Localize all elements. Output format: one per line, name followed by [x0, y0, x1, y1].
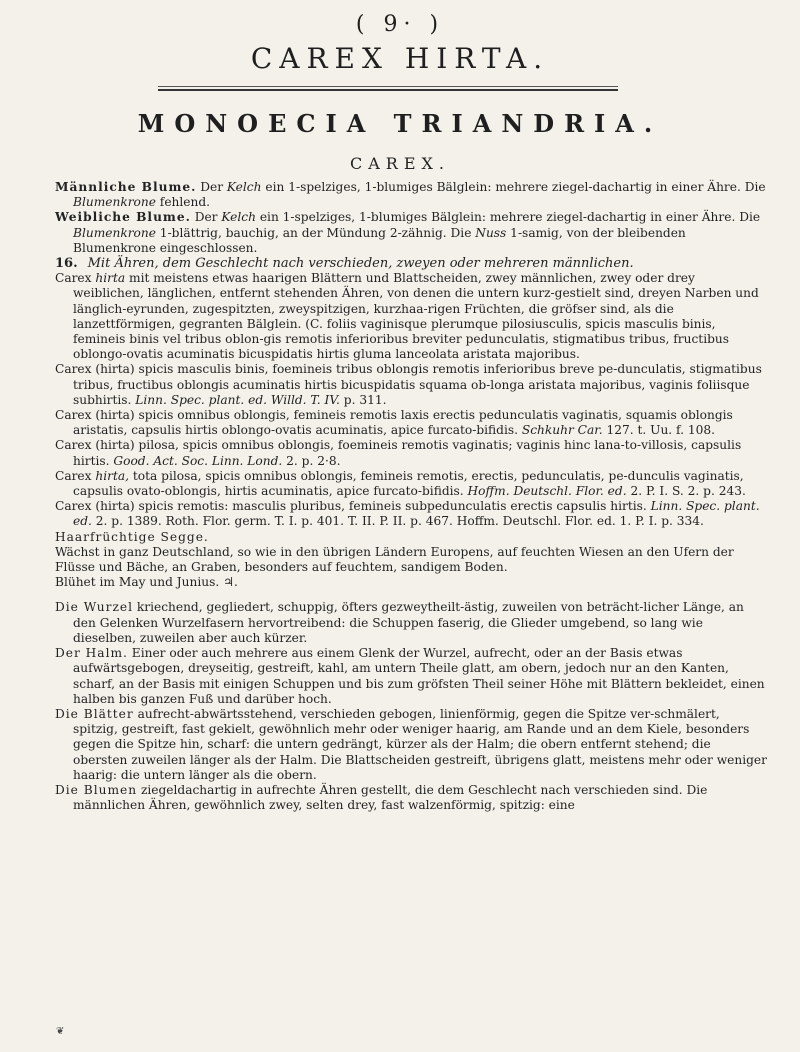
- description-flowers: Die Blumen ziegeldachartig in aufrechte Ähren gestellt, die dem Geschlecht nach verschieden sind. Die männlichen Ähren, gewöhnlich zwey, selten drey, fast walzenförmig, spitzig: eine: [55, 782, 708, 813]
- synonym-entry: Carex (hirta) spicis remotis: masculis pluribus, femineis subpedunculatis erectis capsulis hirtis. Linn. Spec. plant. ed. 2. p. 1389. Roth. Flor. germ. T. I. p. 401. T. II. P. II. p. 467. Hoffm. Deutschl. Flor. ed. 1. P. I. p. 334.: [55, 499, 760, 529]
- female-flower-character: Weibliche Blume. Der Kelch ein 1-spelziges, 1-blumiges Bälglein: mehrere ziegel-dachartig in einer Ähre. Die Blumenkrone 1-blättrig, bauchig, an der Mündung 2-zähnig. Die Nuss 1-samig, von der bleibenden Blumenkrone eingeschlossen.: [55, 210, 761, 255]
- print-mark-icon: ❦: [56, 1026, 65, 1037]
- male-flower-character: Männliche Blume. Der Kelch ein 1-spelziges, 1-blumiges Bälglein: mehrere ziegel-dachartig in einer Ähre. Die Blumenkrone fehlend.: [55, 180, 766, 210]
- page-title: CAREX HIRTA.: [250, 42, 550, 75]
- section-number: 16.: [55, 256, 78, 272]
- synonym-entry: Carex hirta, tota pilosa, spicis omnibus oblongis, femineis remotis, erectis, pedunculatis, pe-dunculis vaginatis, capsulis ovato-oblongis, hirtis acuminatis, apice furcato-bifidis. Hoffm. Deutschl. Flor. ed. 2. P. I. S. 2. p. 243.: [55, 468, 746, 499]
- trade-name: Haarfrüchtige Segge.: [55, 529, 209, 544]
- main-text: [55, 180, 767, 813]
- synonym-entry: Carex hirta mit meistens etwas haarigen Blättern und Blattscheiden, zwey männlichen, zwey oder drey weiblichen, länglichen, entfernt stehenden Ähren, von denen die untern kurz-gestielt sind, dreyen Narben und länglich-eyrunden, zugespitzten, zweyspitzigen, kurzhaa-rigen Früchten, die gröfser sind, als die lanzettförmigen, gegranten Bälglein. (C. foliis vaginisque plerumque pilosiusculis, spicis masculis binis, femineis binis vel tribus oblon-gis remotis inferioribus breviter pedunculatis, stigmatibus tribus, fructibus oblongo-ovatis acuminatis bicuspidatis hirtis gluma lanceolata aristata majoribus.: [55, 271, 759, 362]
- page-number: ( 9· ): [355, 12, 445, 37]
- habitat-text: Wächst in ganz Deutschland, so wie in den übrigen Ländern Europens, auf feuchten Wiesen an den Ufern der Flüsse und Bäche, an Graben, besonders auf feuchtem, sandigem Boden.: [55, 544, 734, 575]
- description-block: [55, 600, 767, 813]
- synonym-entry: Carex (hirta) pilosa, spicis omnibus oblongis, foemineis remotis vaginatis; vaginis hinc lana-to-villosis, capsulis hirtis. Good. Act. Soc. Linn. Lond. 2. p. 2·8.: [55, 438, 742, 468]
- description-root: Die Wurzel kriechend, gegliedert, schuppig, öfters gezweytheilt-ästig, zuweilen von beträcht-licher Länge, an den Gelenken Wurzelfasern hervortreibend: die Schuppen faserig, die Glieder umgebend, so lang wie dieselben, zuweilen aber auch kürzer.: [55, 600, 744, 645]
- description-stem: Der Halm. Einer oder auch mehrere aus einem Glenk der Wurzel, aufrecht, oder an der Basis etwas aufwärtsgebogen, dreyseitig, gestreift, kahl, am untern Theile glatt, am obern, jedoch nur an den Kanten, scharf, an der Basis mit einigen Schuppen und bis zum gröfsten Theil seiner Höhe mit Blättern bekleidet, einen halben bis ganzen Fuß und darüber hoch.: [55, 646, 765, 706]
- male-flower-label: Männliche Blume.: [55, 180, 197, 194]
- description-leaves: Die Blätter aufrecht-abwärtsstehend, verschieden gebogen, linienförmig, gegen die Spitze ver-schmälert, spitzig, gestreift, fast gekielt, gewöhnlich mehr oder weniger haarig, am Rande und an dem Kiele, besonders gegen die Spitze hin, scharf: die untern gedrängt, kürzer als der Halm; die obern entfernt stehend; die obersten zuweilen länger als der Halm. Die Blattscheiden gestreift, übrigens glatt, meistens mehr oder weniger haarig: die untern länger als die obern.: [55, 706, 767, 782]
- class-name-heading: MONOECIA TRIANDRIA.: [137, 109, 663, 138]
- section-text: Mit Ähren, dem Geschlecht nach verschieden, zweyen oder mehreren männlichen.: [87, 256, 634, 272]
- bloom-text: Blühet im May und Junius. ♃.: [55, 575, 238, 590]
- double-rule-divider: [158, 86, 618, 91]
- genus-heading: CAREX.: [350, 154, 450, 173]
- section-heading: [55, 256, 767, 271]
- female-flower-label: Weibliche Blume.: [55, 210, 191, 225]
- synonym-entry: Carex (hirta) spicis omnibus oblongis, femineis remotis laxis erectis pedunculatis vaginatis, squamis oblongis aristatis, capsulis hirtis oblongo-ovatis acuminatis, apice furcato-bifidis. Schkuhr Car. 127. t. Uu. f. 108.: [55, 408, 733, 438]
- synonym-entry: Carex (hirta) spicis masculis binis, foemineis tribus oblongis remotis inferioribus breve pe-dunculatis, stigmatibus tribus, fructibus oblongis acuminatis hirtis bicuspidatis squama ob-longa aristata majoribus, vaginis foliisque subhirtis. Linn. Spec. plant. ed. Willd. T. IV. p. 311.: [55, 362, 762, 407]
